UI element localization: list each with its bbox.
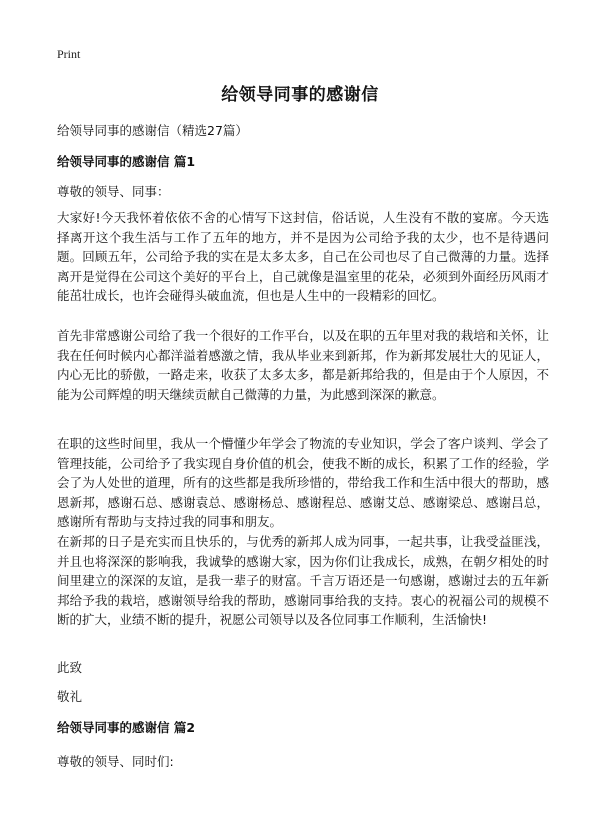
section-heading-1: 给领导同事的感谢信 篇1 (57, 154, 196, 169)
section-2-greeting: 尊敬的领导、同时们: (57, 754, 174, 769)
closing-salutation: 此致 (57, 660, 83, 675)
section-heading-2: 给领导同事的感谢信 篇2 (57, 720, 196, 735)
closing-regards: 敬礼 (57, 689, 83, 704)
print-link[interactable]: Print (57, 47, 81, 61)
section-1-paragraph-1: 大家好!今天我怀着依依不舍的心情写下这封信，俗话说，人生没有不散的宴席。今天选择离开这个我生活与工作了五年的地方，并不是因为公司给予我的太少，也不是待遇问题。回顾五年，公司给予我的实在是太多太多，自己在公司也尽了自己微薄的力量。选择离开是觉得在公司这个美好的平台上，自己就像是温室里的花朵，必须到外面经历风雨才能茁壮成长，也许会碰得头破血流，但也是人生中的一段精彩的回忆。 (57, 210, 549, 303)
section-1-paragraph-3: 在职的这些时间里，我从一个懵懂少年学会了物流的专业知识，学会了客户谈判、学会了管理技能，公司给予了我实现自身价值的机会，使我不断的成长，积累了工作的经验，学会了为人处世的道理，所有的这些都是我所珍惜的，带给我工作和生活中很大的帮助，感恩新邦，感谢石总、感谢袁总、感谢杨总、感谢程总、感谢艾总、感谢梁总、感谢吕总，感谢所有帮助与支持过我的同事和朋友。 (57, 436, 549, 529)
document-title: 给领导同事的感谢信 (221, 85, 379, 105)
document-subtitle: 给领导同事的感谢信（精选27篇） (57, 123, 248, 138)
section-1-paragraph-4: 在新邦的日子是充实而且快乐的，与优秀的新邦人成为同事，一起共事，让我受益匪浅，并且也将深深的影响我，我诚挚的感谢大家，因为你们让我成长，成熟，在朝夕相处的时间里建立的深深的友谊，是我一辈子的财富。千言万语还是一句感谢，感谢过去的五年新邦给予我的栽培，感谢领导给我的帮助，感谢同事给我的支持。衷心的祝福公司的规模不断的扩大，业绩不断的提升，祝愿公司领导以及各位同事工作顺利，生活愉快! (57, 534, 549, 627)
section-1-paragraph-2: 首先非常感谢公司给了我一个很好的工作平台，以及在职的五年里对我的栽培和关怀，让我在任何时候内心都洋溢着感激之情，我从毕业来到新邦，作为新邦发展壮大的见证人，内心无比的骄傲，一路走来，收获了太多太多，都是新邦给我的，但是由于个人原因，不能为公司辉煌的明天继续贡献自己微薄的力量，为此感到深深的歉意。 (57, 328, 549, 402)
section-1-greeting: 尊敬的领导、同事： (57, 184, 170, 199)
